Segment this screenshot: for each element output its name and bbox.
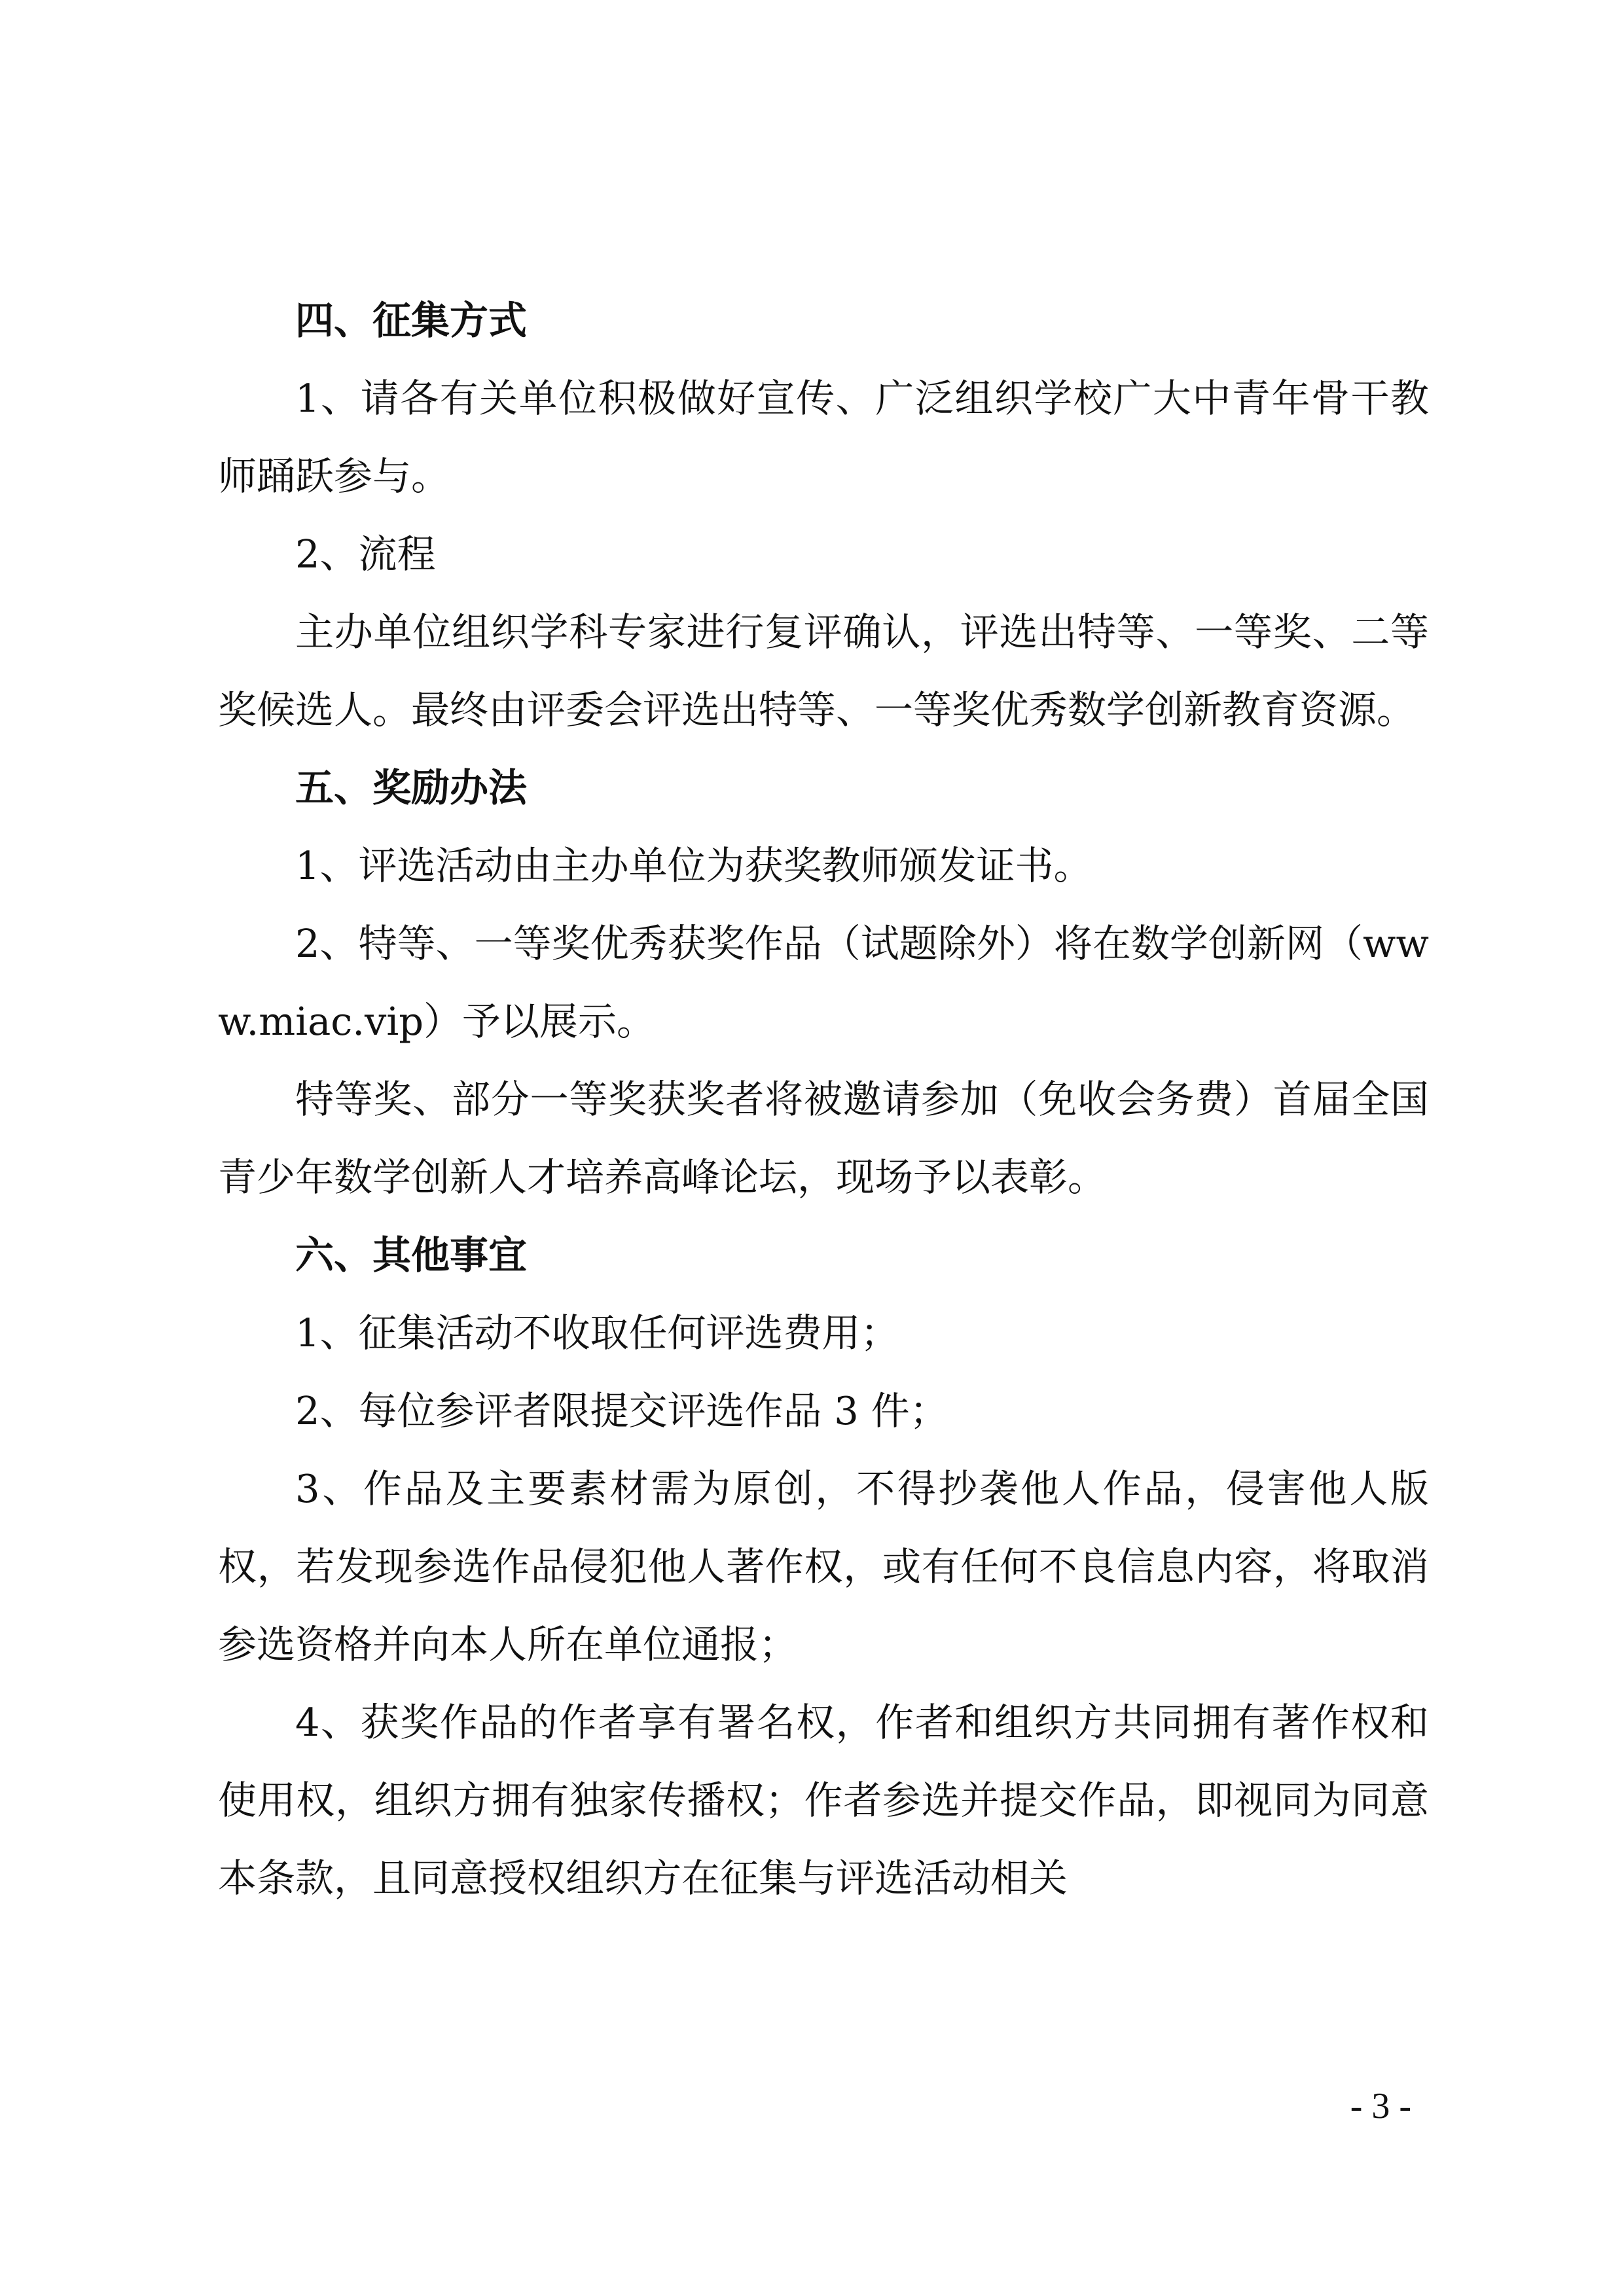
collection-item-1: 1、请各有关单位积极做好宣传、广泛组织学校广大中青年骨干教师踊跃参与。 [218, 376, 1429, 499]
award-item-2: 2、特等、一等奖优秀获奖作品（试题除外）将在数学创新网（www.miac.vip）予以展示。 [218, 921, 1429, 1044]
page-number: - 3 - [1350, 2086, 1411, 2126]
award-item-1: 1、评选活动由主办单位为获奖教师颁发证书。 [295, 843, 1092, 888]
award-forum-note: 特等奖、部分一等奖获奖者将被邀请参加（免收会务费）首届全国青少年数学创新人才培养高峰论坛，现场予以表彰。 [218, 1077, 1429, 1200]
process-description: 主办单位组织学科专家进行复评确认，评选出特等、一等奖、二等奖候选人。最终由评委会评选出特等、一等奖优秀数学创新教育资源。 [218, 609, 1429, 732]
document-body [218, 281, 1429, 1917]
other-item-1: 1、征集活动不收取任何评选费用； [295, 1310, 899, 1355]
section-heading-award-method: 五、奖励办法 [295, 765, 528, 810]
collection-item-2-process: 2、流程 [295, 531, 436, 577]
other-item-2: 2、每位参评者限提交评选作品 3 件； [295, 1388, 948, 1433]
section-heading-collection-method: 四、征集方式 [295, 298, 528, 343]
other-item-3: 3、作品及主要素材需为原创，不得抄袭他人作品，侵害他人版权，若发现参选作品侵犯他人著作权，或有任何不良信息内容，将取消参选资格并向本人所在单位通报； [218, 1466, 1429, 1667]
other-item-4: 4、获奖作品的作者享有署名权，作者和组织方共同拥有著作权和使用权，组织方拥有独家传播权；作者参选并提交作品，即视同为同意本条款，且同意授权组织方在征集与评选活动相关 [218, 1700, 1429, 1901]
section-heading-other-matters: 六、其他事宜 [295, 1232, 528, 1278]
